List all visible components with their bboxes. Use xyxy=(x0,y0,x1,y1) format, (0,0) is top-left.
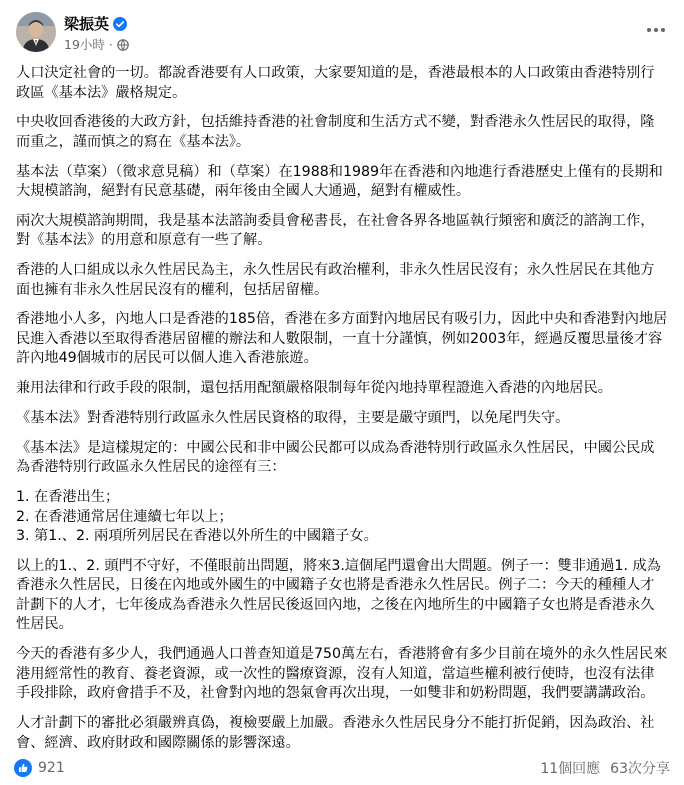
reaction-count: 921 xyxy=(38,760,65,776)
post-paragraph: 今天的香港有多少人，我們通過人口普查知道是750萬左右，香港將會有多少目前在境外的永久性居民來港用經常性的教育、養老資源，或一次性的醫療資源，沒有人知道，當這些權利被行使時，也沒有法律手段排除，政府會措手不及，社會對內地的怨氣會再次出現，一如雙非和奶粉問題，我們要講講政治。 xyxy=(16,646,668,702)
globe-icon[interactable] xyxy=(117,39,129,51)
post-paragraph: 兩次大規模諮詢期間，我是基本法諮詢委員會秘書長，在社會各界各地區執行頻密和廣泛的諮詢工作，對《基本法》的用意和原意有一些了解。 xyxy=(16,212,655,249)
meta-separator: · xyxy=(108,37,113,52)
avatar-image xyxy=(16,12,56,52)
post-paragraph: 香港地小人多，內地人口是香港的185倍，香港在多方面對內地居民有吸引力，因此中央和香港對內地居民進入香港以至取得香港居留權的辦法和人數限制，一直十分謹慎，例如2003年，經過反覆思量後才容許內地49個城市的居民可以個人進入香港旅遊。 xyxy=(16,311,668,367)
list-item: 1. 在香港出生； xyxy=(16,489,120,506)
author-name[interactable]: 梁振英 xyxy=(64,15,110,33)
comments-count[interactable]: 11個回應 xyxy=(540,761,601,777)
post-paragraph: 《基本法》對香港特別行政區永久性居民資格的取得，主要是嚴守頭門，以免尾門失守。 xyxy=(16,410,570,427)
post-paragraph: 基本法（草案）（徵求意見稿）和（草案）在1988和1989年在香港和內地進行香港歷史上僅有的長期和大規模諮詢，絕對有民意基礎，兩年後由全國人大通過，絕對有權威性。 xyxy=(16,163,663,200)
shares-count[interactable]: 63次分享 xyxy=(610,761,670,777)
post-paragraph: 香港的人口組成以永久性居民為主，永久性居民有政治權利，非永久性居民沒有；永久性居民在其他方面也擁有非永久性居民沒有的權利，包括居留權。 xyxy=(16,262,655,298)
reactions-summary[interactable] xyxy=(14,759,65,777)
post-paragraph: 以上的1.、2. 頭門不守好，不僅眼前出問題，將來3.這個尾門還會出大問題。例子一：雙非通過1. 成為香港永久性居民，日後在內地或外國生的中國籍子女也將是香港永久性居民。例子二：今天的種種人才計劃下的人才，七年後成為香港永久性居民後返回內地，之後在內地所生的中國籍子女也將是香港永久性居民。 xyxy=(16,557,661,633)
post-meta xyxy=(64,37,129,53)
post-paragraph: 人口決定社會的一切。都說香港要有人口政策，大家要知道的是，香港最根本的人口政策由香港特別行政區《基本法》嚴格規定。 xyxy=(16,65,655,101)
engagement-stats xyxy=(540,758,670,778)
more-options-icon[interactable] xyxy=(640,18,672,42)
post-body xyxy=(16,64,668,763)
post-timestamp[interactable]: 19小時 xyxy=(64,37,105,52)
author-avatar[interactable] xyxy=(16,12,56,52)
list-item: 2. 在香港通常居住連續七年以上； xyxy=(16,508,233,525)
like-reaction-icon xyxy=(14,759,32,777)
author-row xyxy=(64,15,127,33)
post-paragraph: 《基本法》是這樣規定的：中國公民和非中國公民都可以成為香港特別行政區永久性居民，中國公民成為香港特別行政區永久性居民的途徑有三： xyxy=(16,439,655,476)
post-paragraph: 中央收回香港後的大政方針，包括維持香港的社會制度和生活方式不變，對香港永久性居民的取得，隆而重之，謹而慎之的寫在《基本法》。 xyxy=(16,114,655,150)
post-paragraph: 人才計劃下的審批必須嚴辨真偽，複檢要嚴上加嚴。香港永久性居民身分不能打折促銷，因為政治、社會、經濟、政府財政和國際關係的影響深遠。 xyxy=(16,715,655,751)
post-paragraph: 兼用法律和行政手段的限制，還包括用配額嚴格限制每年從內地持單程證進入香港的內地居民。 xyxy=(16,380,612,397)
post-header xyxy=(16,12,672,56)
verified-badge-icon xyxy=(113,17,127,31)
post-footer xyxy=(14,757,670,779)
list-item: 3. 第1.、2. 兩項所列居民在香港以外所生的中國籍子女。 xyxy=(16,528,378,545)
post-list xyxy=(16,488,668,547)
